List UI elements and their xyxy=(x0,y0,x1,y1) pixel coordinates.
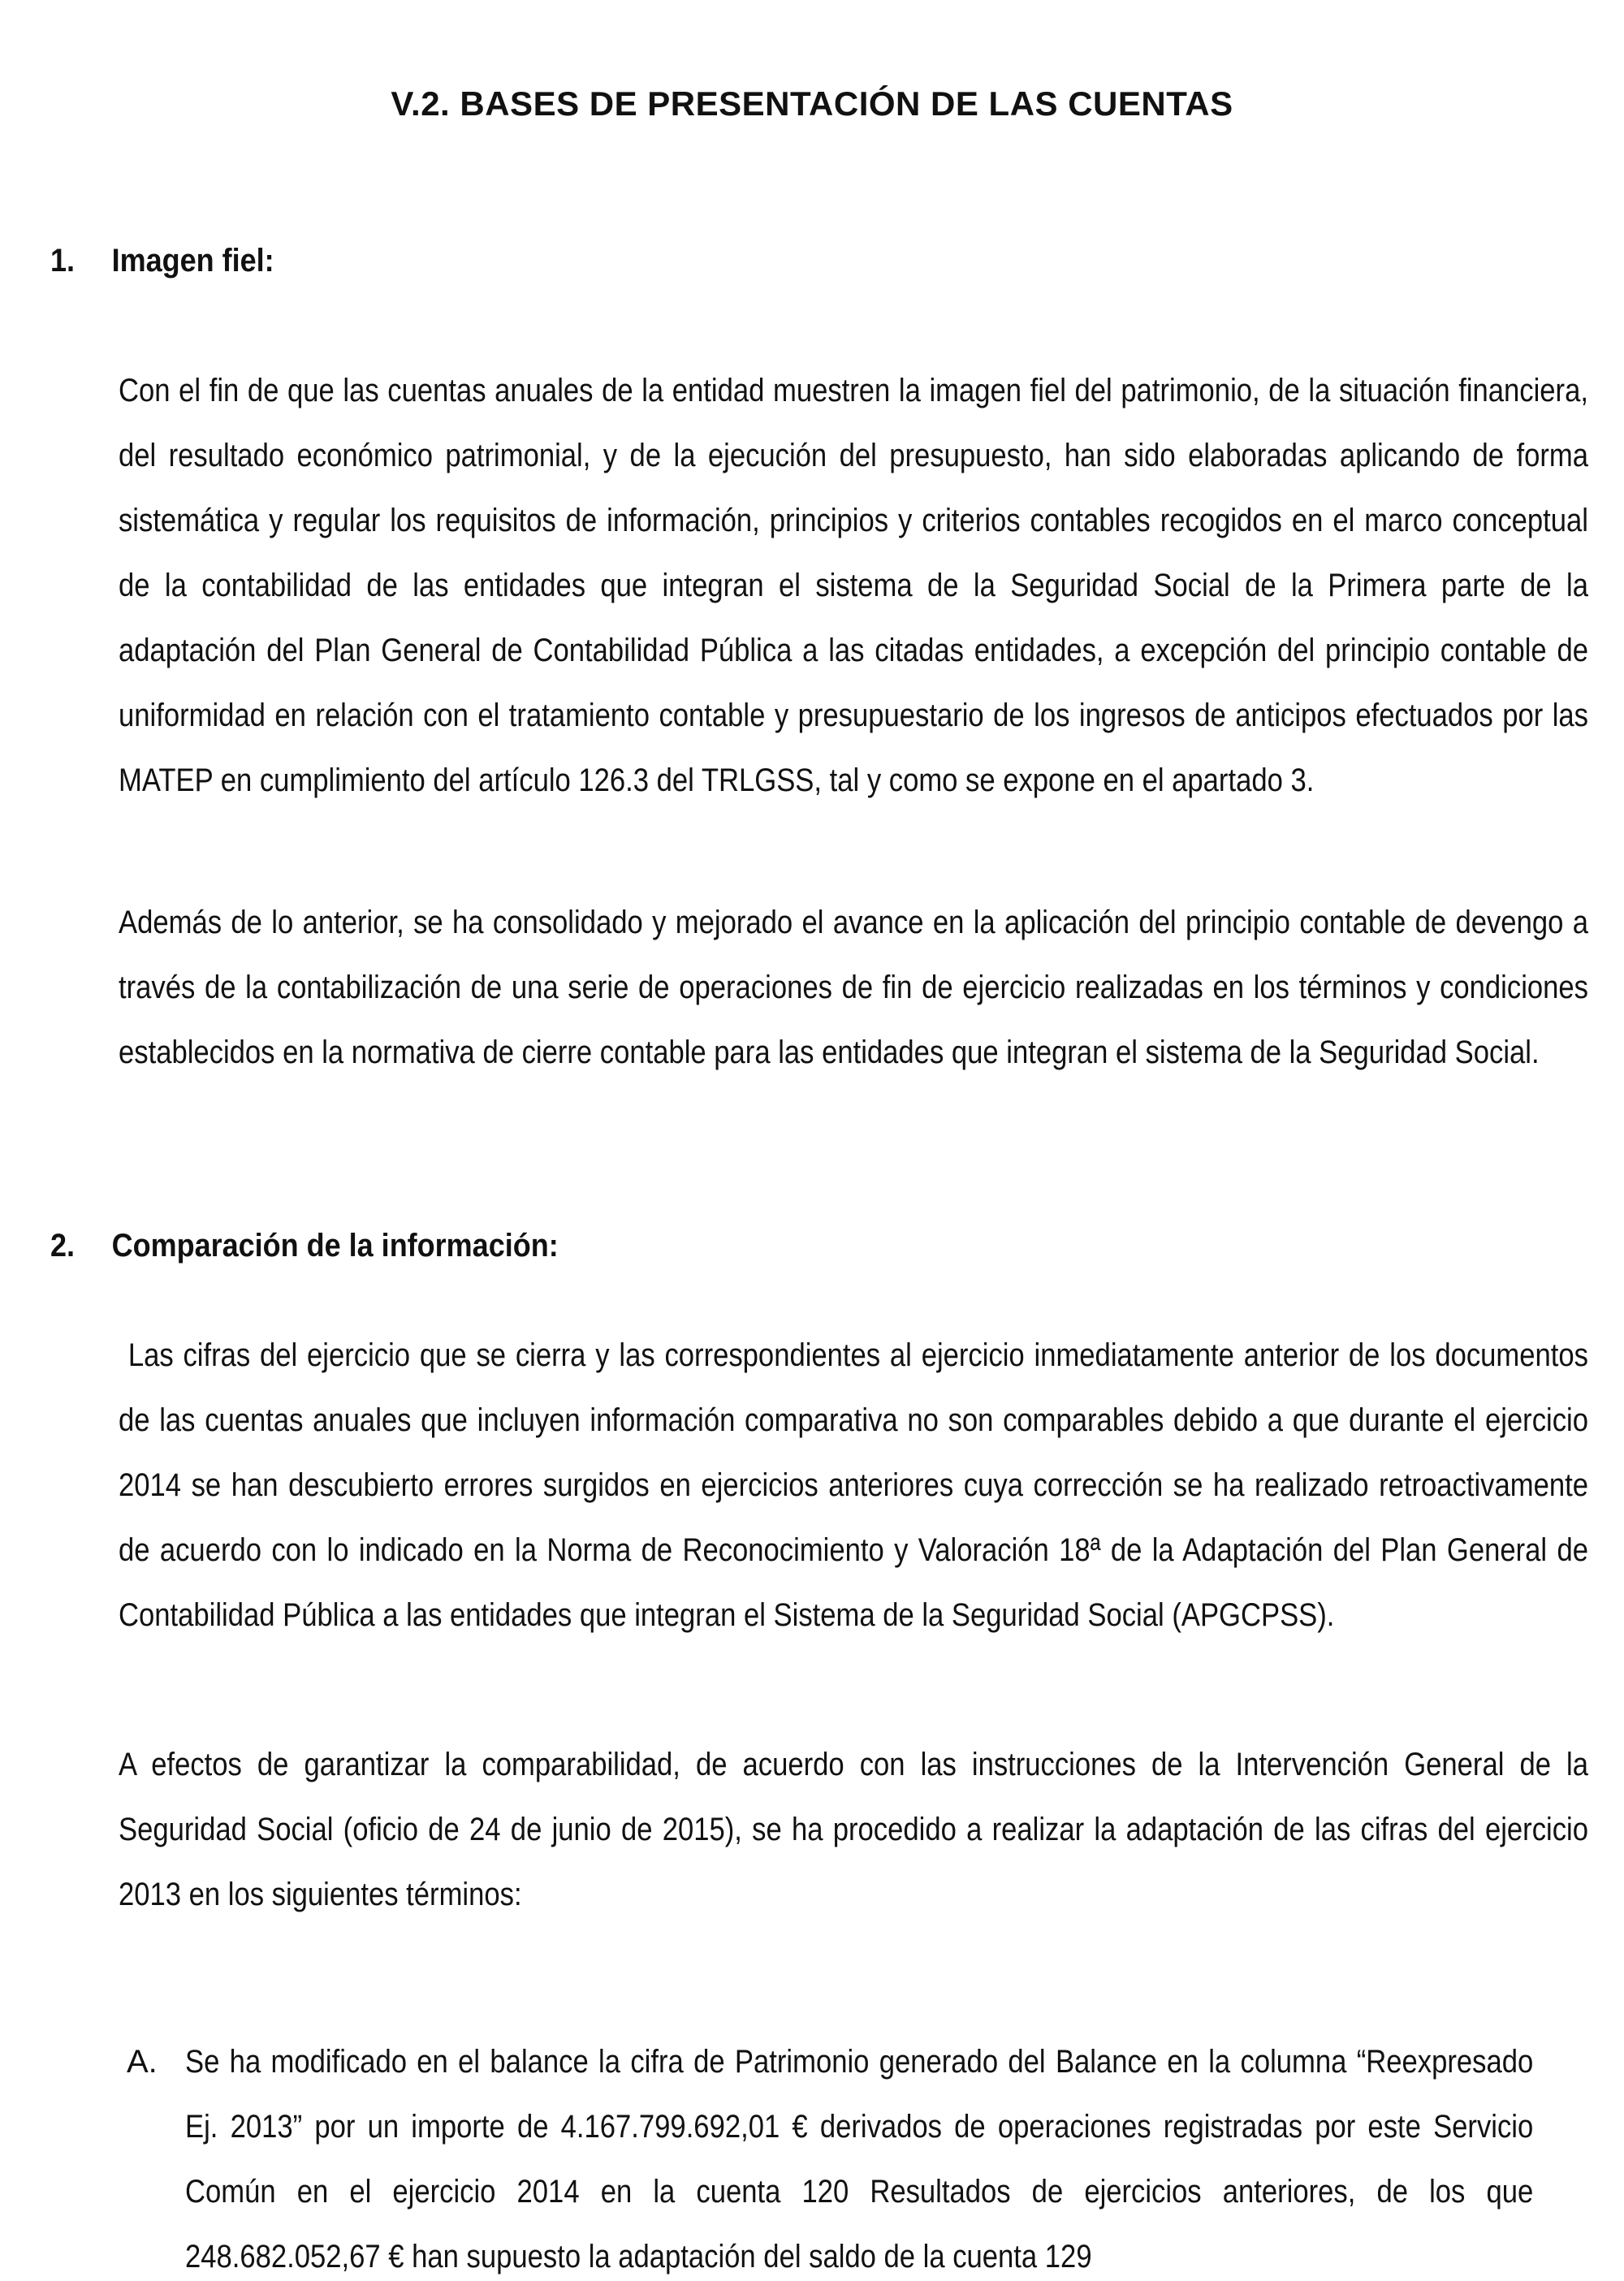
list-item-text: Se ha modificado en el balance la cifra de Patrimonio generado del Balance en la columna “Reexpresado Ej. 2013” por un importe de 4.167.799.692,01 € derivados de operaciones registradas por este Servicio Común en el ejercicio 2014 en la cuenta 120 Resultados de ejercicios anteriores, de los que 248.682.052,67 € han supuesto la adaptación del saldo de la cuenta 129 xyxy=(185,2044,1549,2275)
paragraph-comparacion-1: Las cifras del ejercicio que se cierra y las correspondientes al ejercicio inmediatamente anterior de los documentos de las cuentas anuales que incluyen información comparativa no son comparables debido a que durante el ejercicio 2014 se han descubierto errores surgidos en ejercicios anteriores cuya corrección se ha realizado retroactivamente de acuerdo con lo indicado en la Norma de Reconocimiento y Valoración 18ª de la Adaptación del Plan General de Contabilidad Pública a las entidades que integran el Sistema de la Seguridad Social (APGCPSS). xyxy=(119,1337,1596,1633)
section-heading-comparacion xyxy=(50,1225,559,1266)
section-heading-imagen-fiel xyxy=(50,240,274,281)
paragraph-imagen-fiel-2: Además de lo anterior, se ha consolidado y mejorado el avance en la aplicación del principio contable de devengo a través de la contabilización de una serie de operaciones de fin de ejercicio realizadas en los términos y condiciones establecidos en la normativa de cierre contable para las entidades que integran el sistema de la Seguridad Social. xyxy=(119,905,1588,1070)
section-title: Comparación de la información: xyxy=(111,1228,559,1264)
section-number: 1. xyxy=(50,243,76,279)
paragraph-comparacion-2: A efectos de garantizar la comparabilidad, de acuerdo con las instrucciones de la Intervención General de la Seguridad Social (oficio de 24 de junio de 2015), se ha procedido a realizar la adaptación de las cifras del ejercicio 2013 en los siguientes términos: xyxy=(119,1747,1588,1912)
list-marker: A. xyxy=(127,2044,158,2080)
paragraph-imagen-fiel-1: Con el fin de que las cuentas anuales de la entidad muestren la imagen fiel del patrimonio, de la situación financiera, del resultado económico patrimonial, y de la ejecución del presupuesto, han sido elaboradas aplicando de forma sistemática y regular los requisitos de información, principios y criterios contables recogidos en el marco conceptual de la contabilidad de las entidades que integran el sistema de la Seguridad Social de la Primera parte de la adaptación del Plan General de Contabilidad Pública a las citadas entidades, a excepción del principio contable de uniformidad en relación con el tratamiento contable y presupuestario de los ingresos de anticipos efectuados por las MATEP en cumplimiento del artículo 126.3 del TRLGSS, tal y como se expone en el apartado 3. xyxy=(119,373,1588,798)
section-number: 2. xyxy=(50,1228,76,1264)
page-title: V.2. BASES DE PRESENTACIÓN DE LAS CUENTAS xyxy=(391,84,1233,123)
section-title: Imagen fiel: xyxy=(111,243,274,279)
